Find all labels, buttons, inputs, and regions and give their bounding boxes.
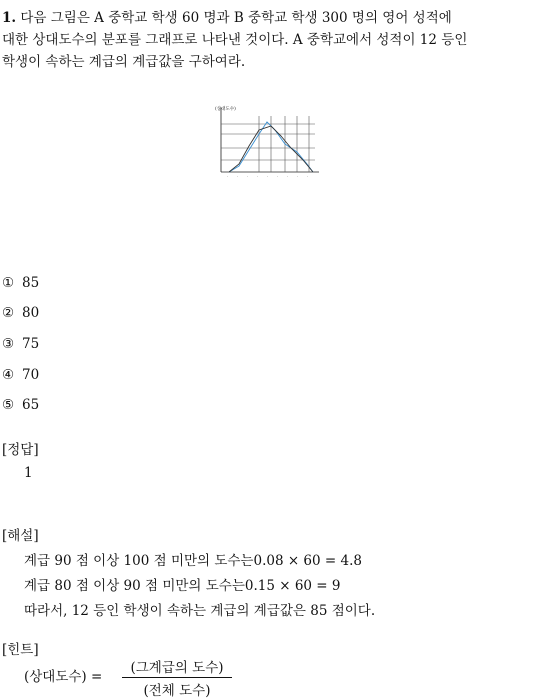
question-line-3: 학생이 속하는 계급의 계급값을 구하여라. — [2, 54, 246, 70]
explanation-label: [해설] — [2, 528, 39, 544]
option-5[interactable] — [2, 397, 39, 413]
y-axis-title: (상대도수) — [215, 107, 236, 112]
svg-text:·: · — [257, 175, 259, 179]
svg-text:·: · — [267, 175, 269, 179]
option-2-mark: ② — [2, 305, 15, 321]
svg-text:·: · — [307, 175, 309, 179]
option-2[interactable] — [2, 305, 39, 321]
hint-numerator: (그계급의 도수) — [122, 656, 232, 678]
x-tick-labels — [227, 175, 308, 179]
option-1[interactable] — [2, 275, 39, 291]
explanation-line-3: 따라서, 12 등인 학생이 속하는 계급의 계급값은 85 점이다. — [24, 603, 376, 619]
hint-formula-lhs: (상대도수) = — [24, 669, 103, 685]
option-5-text: 65 — [22, 397, 40, 413]
option-1-mark: ① — [2, 275, 15, 291]
svg-text:·: · — [297, 175, 299, 179]
explanation-line-1: 계급 90 점 이상 100 점 미만의 도수는0.08 × 60 = 4.8 — [24, 553, 362, 569]
hint-label: [힌트] — [2, 642, 39, 658]
option-3-mark: ③ — [2, 336, 15, 352]
option-3[interactable] — [2, 336, 39, 352]
svg-text:·: · — [277, 175, 279, 179]
question-line-1 — [2, 6, 452, 26]
grid-lines — [221, 116, 315, 172]
hint-denominator: (전체 도수) — [143, 683, 211, 699]
relative-frequency-graph — [215, 104, 319, 182]
option-1-text: 85 — [22, 275, 40, 291]
relative-frequency-figure — [215, 104, 319, 182]
option-4[interactable] — [2, 367, 39, 383]
answer-label: [정답] — [2, 442, 39, 458]
hint-fraction — [122, 656, 232, 699]
option-2-text: 80 — [22, 305, 40, 321]
question-line-2: 대한 상대도수의 분포를 그래프로 나타낸 것이다. A 중학교에서 성적이 12 등인 — [2, 32, 468, 48]
option-5-mark: ⑤ — [2, 397, 15, 413]
answer-value: 1 — [24, 465, 33, 481]
question-number: 1. — [2, 10, 17, 26]
svg-text:·: · — [237, 175, 239, 179]
explanation-line-2: 계급 80 점 이상 90 점 미만의 도수는0.15 × 60 = 9 — [24, 578, 341, 594]
option-4-text: 70 — [22, 367, 40, 383]
option-3-text: 75 — [22, 336, 40, 352]
svg-text:·: · — [227, 175, 229, 179]
svg-text:·: · — [247, 175, 249, 179]
question-text-1: 다음 그림은 A 중학교 학생 60 명과 B 중학교 학생 300 명의 영어 성적에 — [20, 10, 452, 26]
option-4-mark: ④ — [2, 367, 15, 383]
svg-text:·: · — [287, 175, 289, 179]
